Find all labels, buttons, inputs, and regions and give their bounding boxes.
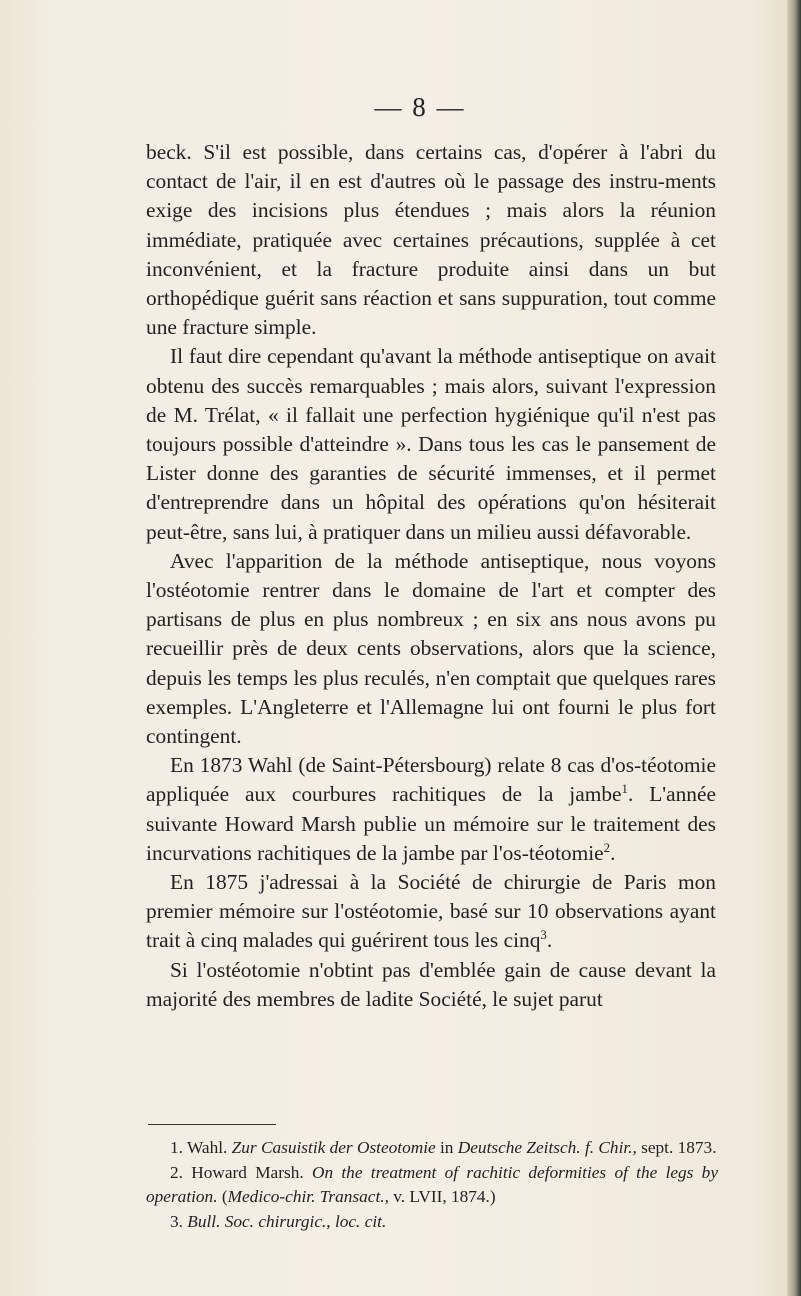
footnote bbox=[146, 1136, 718, 1161]
footnote-ref: 3 bbox=[540, 928, 547, 943]
text-run: 2. Howard Marsh. bbox=[170, 1162, 312, 1182]
footnote-ref: 1 bbox=[621, 782, 628, 797]
italic-text: On the treatment of rachitic deformities of the legs by operation. bbox=[146, 1162, 718, 1206]
footnote bbox=[146, 1161, 718, 1210]
footnote-separator bbox=[148, 1124, 276, 1125]
italic-text: Medico-chir. Transact., bbox=[227, 1187, 389, 1206]
italic-text: Zur Casuistik der Osteotomie bbox=[231, 1138, 436, 1157]
paragraph bbox=[146, 751, 716, 868]
text-run: v. LVII, 1874.) bbox=[388, 1187, 496, 1206]
text-run: En 1873 Wahl (de Saint-Pétersbourg) relate 8 cas d'os-téotomie appliquée aux courbures rachitiques de la jambe bbox=[146, 753, 716, 807]
italic-text: Deutsche Zeitsch. f. Chir., bbox=[457, 1138, 637, 1157]
page-number: — 8 — bbox=[374, 92, 466, 122]
text-run: En 1875 j'adressai à la Société de chirurgie de Paris mon premier mémoire sur l'ostéotomie, basé sur 10 observations ayant trait à cinq malades qui guérirent tous les cinq bbox=[146, 870, 716, 953]
text-run: in bbox=[435, 1138, 458, 1157]
page-edge-shadow bbox=[787, 0, 801, 1296]
text-run: ( bbox=[217, 1187, 228, 1206]
text-run: 3. bbox=[170, 1211, 188, 1231]
footnotes bbox=[146, 1136, 718, 1234]
paragraph bbox=[146, 342, 716, 546]
text-run: . L'année suivante Howard Marsh publie un mémoire sur le traitement des incurvations rachitiques de la jambe par l'os-téotomie bbox=[146, 782, 716, 865]
main-text bbox=[146, 138, 716, 1014]
text-run: Il faut dire cependant qu'avant la méthode antiseptique on avait obtenu des succès remarquables ; mais alors, suivant l'expression de M. Trélat, « il fallait une perfection hygiénique qu'il n'est pas toujours possible d'atteindre ». Dans tous les cas le pansement de Lister donne des garanties de sécurité immenses, et il permet d'entreprendre dans un hôpital des opérations qu'on hésiterait peut-être, sans lui, à pratiquer dans un milieu aussi défavorable. bbox=[146, 344, 716, 544]
footnote-ref: 2 bbox=[603, 840, 611, 855]
paragraph bbox=[146, 956, 716, 1014]
text-run: Si l'ostéotomie n'obtint pas d'emblée gain de cause devant la majorité des membres de ladite Société, le sujet parut bbox=[146, 957, 716, 1011]
text-run: 1. Wahl. bbox=[170, 1138, 232, 1157]
footnote bbox=[146, 1210, 718, 1235]
paragraph bbox=[146, 547, 716, 751]
text-run: beck. S'il est possible, dans certains cas, d'opérer à l'abri du contact de l'air, il en est d'autres où le passage des instru-ments exige des incisions plus étendues ; mais alors la réunion immédiate, pratiquée avec certaines précautions, supplée à cet inconvénient, et la fracture produite ainsi dans un but orthopédique guérit sans réaction et sans suppuration, tout comme une fracture simple. bbox=[146, 140, 716, 340]
text-run: Avec l'apparition de la méthode antiseptique, nous voyons l'ostéotomie rentrer dans le domaine de l'art et compter des partisans de plus en plus nombreux ; en six ans nous avons pu recueillir près de deux cents observations, alors que la science, depuis les temps les plus reculés, n'en comptait que quelques rares exemples. L'Angleterre et l'Allemagne lui ont fourni le plus fort contingent. bbox=[146, 548, 716, 749]
paragraph bbox=[146, 138, 716, 342]
paragraph bbox=[146, 868, 716, 956]
text-run: sept. 1873. bbox=[636, 1138, 717, 1157]
text-run: . bbox=[610, 840, 616, 865]
text-run: . bbox=[546, 928, 553, 953]
italic-text: Bull. Soc. chirurgic., loc. cit. bbox=[187, 1211, 387, 1231]
